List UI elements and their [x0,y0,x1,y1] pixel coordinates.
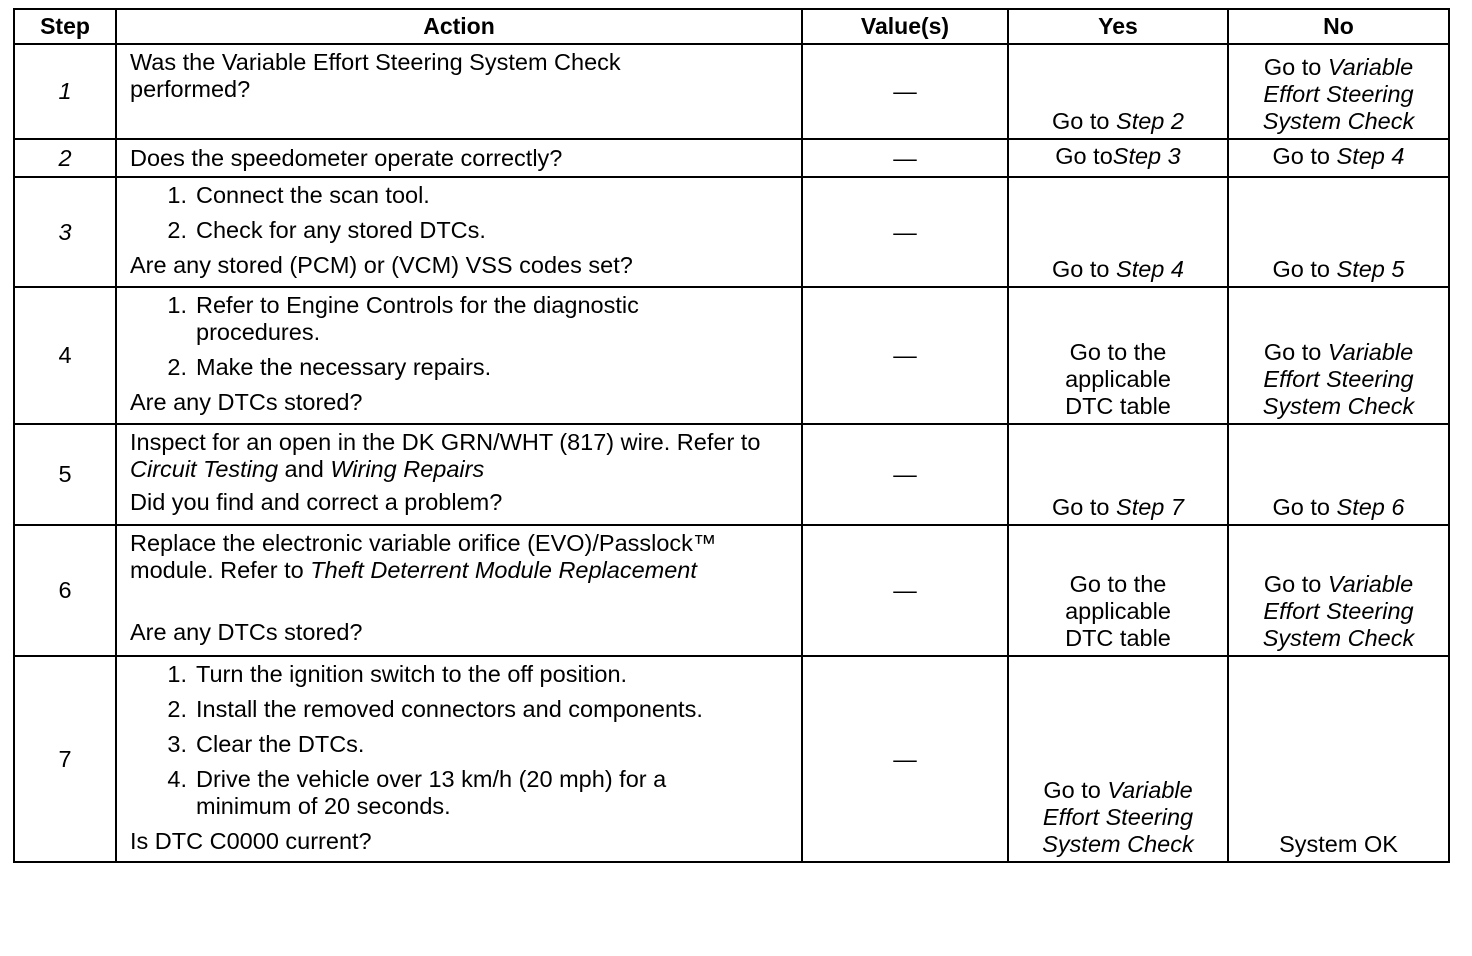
action-text [130,429,791,483]
yes-prefix: Go to [1043,777,1108,803]
yes-cell [1008,139,1228,177]
diagnostic-table [13,8,1450,863]
action-question: Is DTC C0000 current? [130,828,372,854]
yes-step-link[interactable]: Step 4 [1116,256,1184,282]
list-item: 2. Make the necessary repairs. [167,354,492,380]
yes-ref-link-c[interactable]: System Check [1042,831,1194,857]
action-text-part: Inspect for an open in the DK GRN/WHT (817) wire. Refer to [130,429,761,455]
no-ref-link-b[interactable]: Effort Steering [1263,598,1414,624]
no-prefix: Go to [1263,339,1328,365]
list-item: 1. Connect the scan tool. [167,182,430,208]
yes-step-link[interactable]: Step 2 [1116,108,1184,134]
table-row [14,139,1449,177]
col-header-step: Step [14,9,116,44]
action-question: Are any stored (PCM) or (VCM) VSS codes set? [130,252,633,278]
table-row [14,424,1449,525]
action-text: Was the Variable Effort Steering System Check performed? [130,49,621,102]
value-cell: — [802,139,1008,177]
list-item: 2. Check for any stored DTCs. [167,217,486,243]
no-ref-link-c[interactable]: System Check [1262,108,1415,134]
action-steps-list [130,292,791,381]
action-cell [116,44,802,139]
value-cell: — [802,525,1008,656]
list-item: 1. Refer to Engine Controls for the diagnostic procedures. [167,292,639,345]
step-number: 6 [14,525,116,656]
yes-line: Go to the [1069,571,1167,597]
yes-cell [1008,44,1228,139]
value-cell: — [802,656,1008,862]
no-ref-link-a[interactable]: Variable [1327,571,1414,597]
col-header-values: Value(s) [802,9,1008,44]
yes-step-link[interactable]: Step 3 [1112,143,1181,169]
no-result: System OK [1279,831,1398,857]
step-number: 2 [14,139,116,177]
yes-prefix: Go to [1052,108,1117,134]
action-question: Are any DTCs stored? [130,389,363,415]
col-header-no: No [1228,9,1449,44]
col-header-yes: Yes [1008,9,1228,44]
yes-cell [1008,424,1228,525]
no-prefix: Go to [1263,571,1328,597]
yes-prefix: Go to [1052,494,1117,520]
no-cell [1228,525,1449,656]
no-step-link[interactable]: Step 5 [1336,256,1405,282]
no-prefix: Go to [1272,494,1337,520]
yes-ref-link-a[interactable]: Variable [1107,777,1193,803]
yes-cell [1008,177,1228,287]
yes-cell [1008,287,1228,424]
value-cell: — [802,177,1008,287]
yes-line: applicable [1065,598,1171,624]
action-question: Are any DTCs stored? [130,619,363,645]
no-prefix: Go to [1263,54,1328,80]
action-text-part: and [278,456,331,482]
no-ref-link-b[interactable]: Effort Steering [1263,81,1414,107]
action-cell [116,656,802,862]
no-prefix: Go to [1272,256,1337,282]
theft-deterrent-module-replacement-link[interactable]: Theft Deterrent Module Replacement [310,557,697,583]
table-row [14,656,1449,862]
col-header-action: Action [116,9,802,44]
action-steps-list [130,182,791,244]
step-number: 7 [14,656,116,862]
yes-step-link[interactable]: Step 7 [1116,494,1184,520]
action-text: Does the speedometer operate correctly? [130,144,563,171]
action-cell [116,287,802,424]
action-text-part: Replace the electronic variable orifice (EVO)/Passlock™ module. Refer to [130,530,717,583]
yes-cell [1008,525,1228,656]
table-row [14,177,1449,287]
yes-line: Go to the [1069,339,1167,365]
action-cell [116,424,802,525]
list-item: 4. Drive the vehicle over 13 km/h (20 mph) for a minimum of 20 seconds. [167,766,667,819]
step-number: 5 [14,424,116,525]
no-cell [1228,44,1449,139]
table-row [14,287,1449,424]
list-item: 1. Turn the ignition switch to the off position. [167,661,628,687]
no-cell [1228,287,1449,424]
action-steps-list [130,661,791,820]
yes-prefix: Go to [1052,256,1117,282]
yes-line: DTC table [1065,625,1171,651]
no-ref-link-b[interactable]: Effort Steering [1263,366,1414,392]
no-ref-link-c[interactable]: System Check [1262,393,1415,419]
yes-prefix: Go to [1055,143,1113,169]
no-prefix: Go to [1272,143,1337,169]
no-cell [1228,139,1449,177]
wiring-repairs-link[interactable]: Wiring Repairs [330,456,485,482]
step-number: 3 [14,177,116,287]
action-cell [116,177,802,287]
action-question: Did you find and correct a problem? [130,489,503,515]
no-cell [1228,177,1449,287]
no-ref-link-c[interactable]: System Check [1262,625,1415,651]
action-cell [116,139,802,177]
yes-line: DTC table [1065,393,1171,419]
no-cell [1228,656,1449,862]
yes-ref-link-b[interactable]: Effort Steering [1042,804,1194,830]
yes-cell [1008,656,1228,862]
step-number: 4 [14,287,116,424]
header-row [14,9,1449,44]
no-cell [1228,424,1449,525]
value-cell: — [802,424,1008,525]
no-step-link[interactable]: Step 4 [1336,143,1405,169]
list-item: 2. Install the removed connectors and components. [167,696,703,722]
no-step-link[interactable]: Step 6 [1336,494,1405,520]
no-ref-link-a[interactable]: Variable [1327,54,1414,80]
value-cell: — [802,287,1008,424]
action-text [130,530,791,584]
action-cell [116,525,802,656]
circuit-testing-link[interactable]: Circuit Testing [130,456,279,482]
no-ref-link-a[interactable]: Variable [1327,339,1414,365]
step-number: 1 [14,44,116,139]
yes-line: applicable [1065,366,1171,392]
table-row [14,525,1449,656]
list-item: 3. Clear the DTCs. [167,731,365,757]
value-cell: — [802,44,1008,139]
table-row [14,44,1449,139]
